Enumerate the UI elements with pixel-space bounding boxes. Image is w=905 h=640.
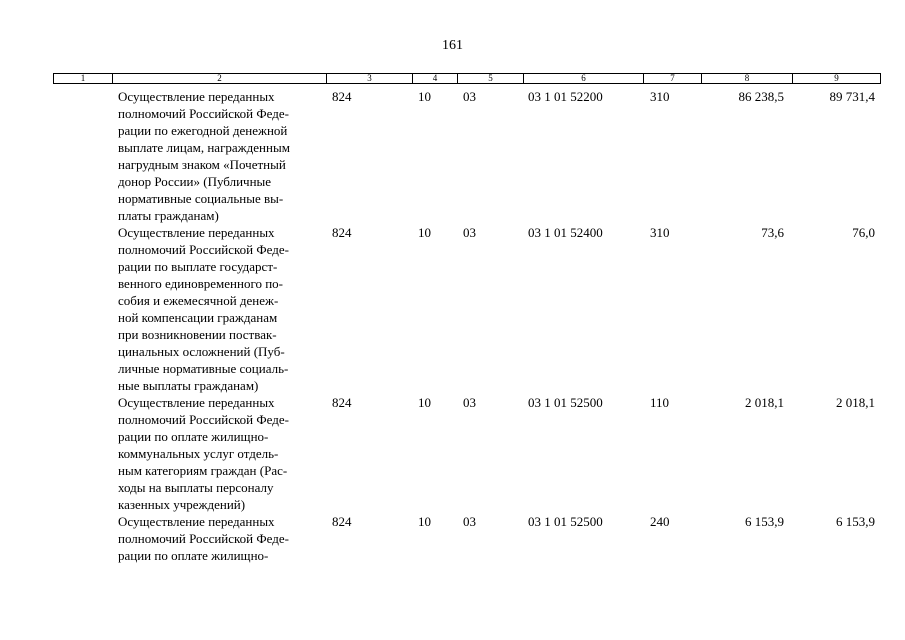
table-row: [0, 513, 905, 564]
description-line: при возникновении поствак-: [118, 327, 277, 342]
description-line: казенных учреждений): [118, 497, 246, 512]
header-col-3: 3: [326, 74, 412, 83]
table-row: [0, 394, 905, 513]
cell-expense-type: 110: [650, 395, 670, 410]
cell-expense-type: 310: [650, 89, 670, 104]
cell-target-article: 03 1 01 52500: [528, 395, 603, 410]
description-line: ной компенсации гражданам: [118, 310, 278, 325]
row-description: [118, 513, 328, 564]
cell-expense-type: 240: [650, 514, 670, 529]
header-col-4: 4: [412, 74, 457, 83]
description-line: ные выплаты гражданам): [118, 378, 259, 393]
cell-section: 10: [418, 89, 431, 104]
description-line: Осуществление переданных: [118, 514, 275, 529]
description-line: ным категориям граждан (Рас-: [118, 463, 288, 478]
description-line: платы гражданам): [118, 208, 219, 223]
row-description: [118, 394, 328, 513]
description-line: рации по оплате жилищно-: [118, 548, 269, 563]
description-line: рации по оплате жилищно-: [118, 429, 269, 444]
description-line: выплате лицам, награжденным: [118, 140, 290, 155]
cell-amount-9: 76,0: [852, 225, 875, 240]
cell-amount-9: 89 731,4: [829, 89, 875, 104]
cell-amount-8: 86 238,5: [738, 89, 784, 104]
table-row: [0, 224, 905, 394]
cell-section: 10: [418, 225, 431, 240]
header-col-7: 7: [643, 74, 701, 83]
header-col-8: 8: [701, 74, 792, 83]
table-row: [0, 88, 905, 224]
cell-ministry-code: 824: [332, 514, 352, 529]
cell-amount-9: 2 018,1: [836, 395, 875, 410]
description-line: полномочий Российской Феде-: [118, 242, 289, 257]
cell-section: 10: [418, 514, 431, 529]
row-description: [118, 88, 328, 224]
cell-amount-8: 6 153,9: [745, 514, 784, 529]
description-line: Осуществление переданных: [118, 395, 275, 410]
description-line: коммунальных услуг отдель-: [118, 446, 279, 461]
description-line: собия и ежемесячной денеж-: [118, 293, 279, 308]
description-line: нагрудным знаком «Почетный: [118, 157, 286, 172]
header-col-5: 5: [457, 74, 523, 83]
page-number: 161: [442, 38, 463, 53]
table-header-row: [53, 73, 881, 84]
description-line: полномочий Российской Феде-: [118, 106, 289, 121]
cell-target-article: 03 1 01 52400: [528, 225, 603, 240]
description-line: ходы на выплаты персоналу: [118, 480, 274, 495]
description-line: Осуществление переданных: [118, 89, 275, 104]
header-col-6: 6: [523, 74, 643, 83]
cell-amount-9: 6 153,9: [836, 514, 875, 529]
table-body: [0, 88, 905, 564]
cell-ministry-code: 824: [332, 395, 352, 410]
cell-target-article: 03 1 01 52500: [528, 514, 603, 529]
cell-subsection: 03: [463, 514, 476, 529]
cell-amount-8: 73,6: [761, 225, 784, 240]
description-line: цинальных осложнений (Пуб-: [118, 344, 285, 359]
row-description: [118, 224, 328, 394]
cell-subsection: 03: [463, 225, 476, 240]
description-line: личные нормативные социаль-: [118, 361, 289, 376]
description-line: рации по выплате государст-: [118, 259, 278, 274]
description-line: Осуществление переданных: [118, 225, 275, 240]
cell-target-article: 03 1 01 52200: [528, 89, 603, 104]
header-col-9: 9: [792, 74, 880, 83]
header-col-2: 2: [112, 74, 326, 83]
description-line: полномочий Российской Феде-: [118, 412, 289, 427]
description-line: рации по ежегодной денежной: [118, 123, 288, 138]
description-line: полномочий Российской Феде-: [118, 531, 289, 546]
cell-subsection: 03: [463, 89, 476, 104]
cell-section: 10: [418, 395, 431, 410]
description-line: нормативные социальные вы-: [118, 191, 284, 206]
cell-expense-type: 310: [650, 225, 670, 240]
cell-subsection: 03: [463, 395, 476, 410]
description-line: венного единовременного по-: [118, 276, 283, 291]
cell-ministry-code: 824: [332, 89, 352, 104]
header-col-1: 1: [80, 73, 86, 83]
description-line: донор России» (Публичные: [118, 174, 272, 189]
cell-ministry-code: 824: [332, 225, 352, 240]
cell-amount-8: 2 018,1: [745, 395, 784, 410]
